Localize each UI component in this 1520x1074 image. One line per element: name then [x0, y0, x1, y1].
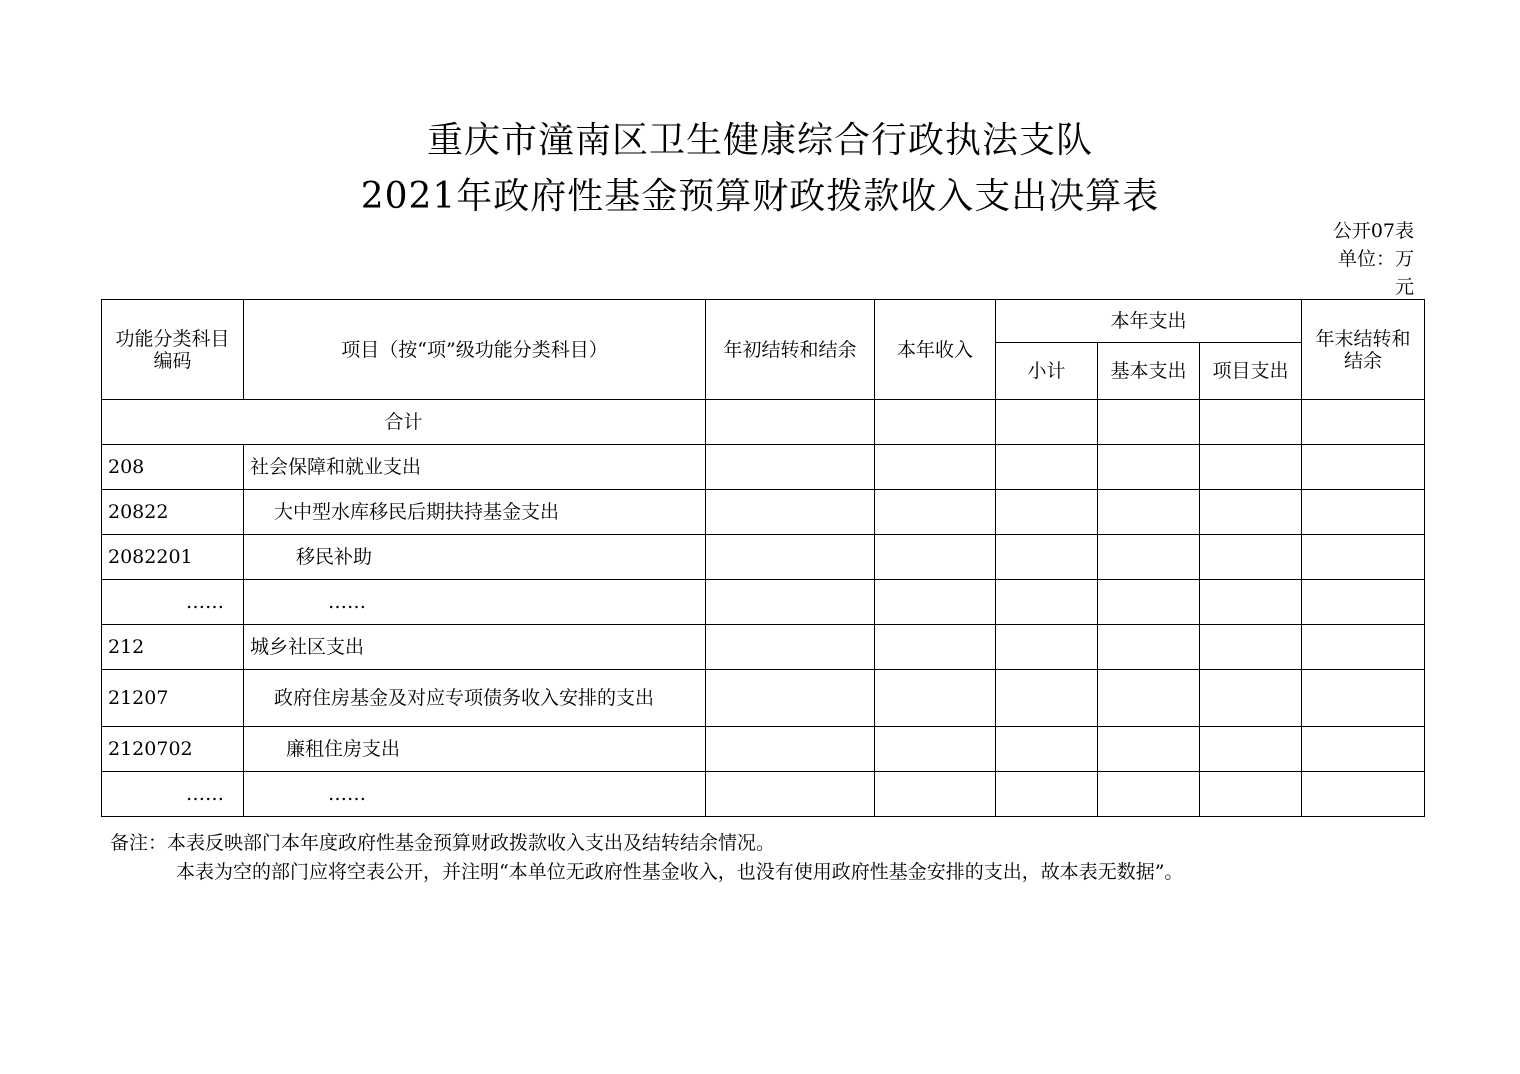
- cell: [875, 445, 996, 490]
- cell: [1098, 580, 1200, 625]
- cell: [706, 400, 875, 445]
- cell: [996, 400, 1098, 445]
- cell: [1098, 625, 1200, 670]
- header-closing-balance: 年末结转和 结余: [1302, 300, 1425, 400]
- form-number: 公开07表: [1332, 220, 1414, 242]
- header-income: 本年收入: [875, 300, 996, 400]
- cell: [1098, 490, 1200, 535]
- cell: [1200, 400, 1302, 445]
- page-title-line1: 重庆市潼南区卫生健康综合行政执法支队: [426, 120, 1093, 161]
- cell: [1200, 490, 1302, 535]
- cell: [1098, 400, 1200, 445]
- header-basic: 基本支出: [1098, 343, 1200, 400]
- cell: [1302, 625, 1425, 670]
- row-code: 2082201: [102, 535, 244, 580]
- cell: [1098, 772, 1200, 817]
- cell: [996, 580, 1098, 625]
- cell: [875, 772, 996, 817]
- cell: [1302, 580, 1425, 625]
- header-code: 功能分类科目编码: [102, 300, 244, 400]
- row-name: ……: [244, 772, 706, 817]
- table-row: [102, 727, 1425, 772]
- cell: [1302, 727, 1425, 772]
- cell: [706, 490, 875, 535]
- table-row: [102, 490, 1425, 535]
- unit-value: 元: [1394, 276, 1414, 298]
- cell: [1302, 490, 1425, 535]
- header-subtotal: 小计: [996, 343, 1098, 400]
- cell: [875, 670, 996, 727]
- table-row: [102, 580, 1425, 625]
- row-name: ……: [244, 580, 706, 625]
- cell: [706, 772, 875, 817]
- table-row: [102, 670, 1425, 727]
- cell: [1302, 772, 1425, 817]
- cell: [996, 670, 1098, 727]
- cell: [996, 490, 1098, 535]
- total-label: 合计: [102, 400, 706, 445]
- cell: [706, 580, 875, 625]
- cell: [1302, 535, 1425, 580]
- cell: [996, 535, 1098, 580]
- row-code: 212: [102, 625, 244, 670]
- cell: [1098, 445, 1200, 490]
- cell: [875, 727, 996, 772]
- table-row: [102, 625, 1425, 670]
- table-row: [102, 535, 1425, 580]
- cell: [706, 625, 875, 670]
- cell: [706, 445, 875, 490]
- table-row: [102, 445, 1425, 490]
- cell: [1200, 727, 1302, 772]
- cell: [1098, 535, 1200, 580]
- row-name: 城乡社区支出: [244, 625, 706, 670]
- note-line-1: 备注：本表反映部门本年度政府性基金预算财政拨款收入支出及结转结余情况。: [110, 832, 776, 854]
- cell: [706, 535, 875, 580]
- cell: [1302, 400, 1425, 445]
- cell: [1200, 670, 1302, 727]
- row-name: 廉租住房支出: [244, 727, 706, 772]
- cell: [875, 490, 996, 535]
- header-item: 项目（按“项”级功能分类科目）: [244, 300, 706, 400]
- unit-label: 单位：万: [1337, 248, 1414, 270]
- page-title-line2: 2021年政府性基金预算财政拨款收入支出决算表: [360, 176, 1160, 217]
- row-name: 大中型水库移民后期扶持基金支出: [244, 490, 706, 535]
- cell: [996, 625, 1098, 670]
- cell: [996, 445, 1098, 490]
- header-project: 项目支出: [1200, 343, 1302, 400]
- cell: [706, 727, 875, 772]
- row-code: ……: [102, 580, 244, 625]
- cell: [875, 625, 996, 670]
- row-code: 21207: [102, 670, 244, 727]
- cell: [1302, 670, 1425, 727]
- row-code: 208: [102, 445, 244, 490]
- header-row-1: [102, 300, 1425, 343]
- cell: [875, 580, 996, 625]
- cell: [1098, 727, 1200, 772]
- cell: [1200, 580, 1302, 625]
- cell: [1200, 625, 1302, 670]
- row-name: 政府住房基金及对应专项债务收入安排的支出: [244, 670, 706, 727]
- cell: [996, 772, 1098, 817]
- row-name: 社会保障和就业支出: [244, 445, 706, 490]
- cell: [1200, 445, 1302, 490]
- cell: [1200, 772, 1302, 817]
- cell: [1098, 670, 1200, 727]
- row-code: 20822: [102, 490, 244, 535]
- table-row: [102, 772, 1425, 817]
- cell: [706, 670, 875, 727]
- cell: [996, 727, 1098, 772]
- row-code: ……: [102, 772, 244, 817]
- cell: [875, 400, 996, 445]
- cell: [875, 535, 996, 580]
- budget-table: [101, 299, 1425, 817]
- header-expenditure: 本年支出: [996, 300, 1302, 343]
- cell: [1200, 535, 1302, 580]
- row-code: 2120702: [102, 727, 244, 772]
- total-row: [102, 400, 1425, 445]
- row-name: 移民补助: [244, 535, 706, 580]
- cell: [1302, 445, 1425, 490]
- note-line-2: 本表为空的部门应将空表公开，并注明“本单位无政府性基金收入，也没有使用政府性基金安排的支出，故本表无数据”。: [176, 861, 1184, 883]
- header-opening-balance: 年初结转和结余: [706, 300, 875, 400]
